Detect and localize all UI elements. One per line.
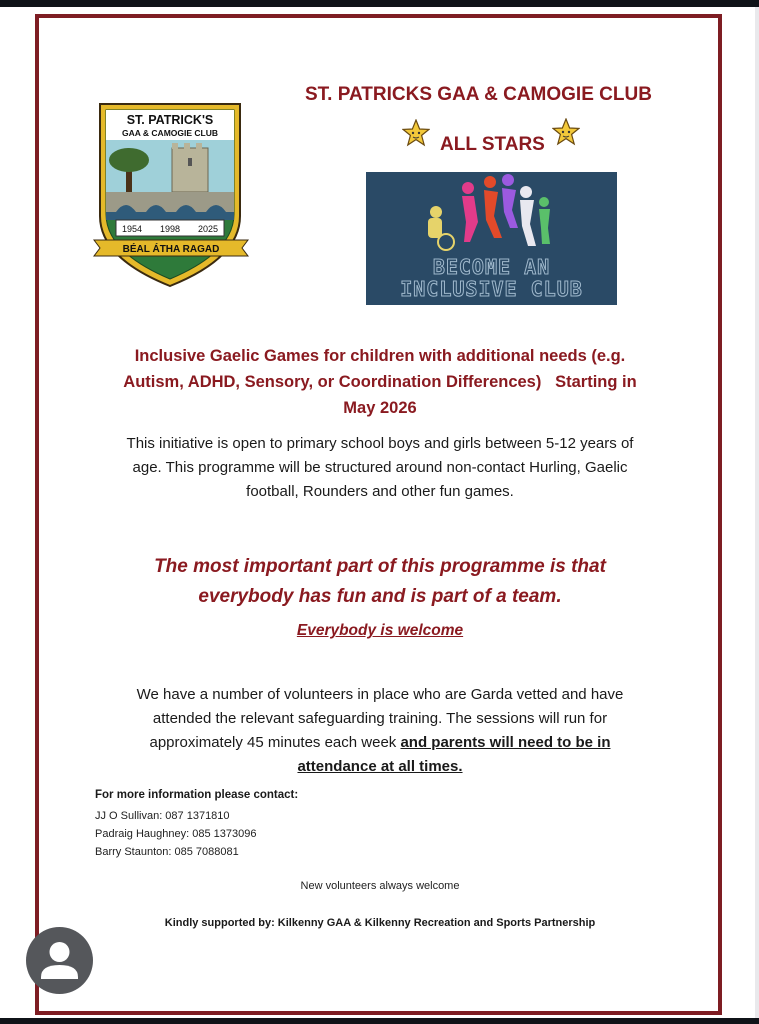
banner-line2: INCLUSIVE CLUB — [400, 277, 583, 301]
crest-name-line1: ST. PATRICK'S — [126, 113, 214, 127]
emphasis-line1: The most important part of this programme is that — [154, 556, 606, 577]
emphasis-statement — [90, 552, 670, 612]
crest-year-3: 2025 — [197, 224, 219, 234]
everybody-welcome: Everybody is welcome — [296, 622, 464, 639]
intro-paragraph — [85, 432, 675, 504]
headline-line1: Inclusive Gaelic Games for children with additional needs (e.g. — [134, 347, 626, 365]
bottom-bar — [0, 1018, 759, 1024]
top-bar — [0, 0, 759, 7]
crest-year-2: 1998 — [159, 224, 181, 234]
person-icon — [26, 927, 93, 994]
volunteers-line3-plain: approximately 45 minutes each week — [149, 734, 401, 751]
right-edge — [755, 7, 759, 1018]
club-crest — [92, 98, 250, 290]
headline — [80, 343, 680, 421]
headline-line2: Autism, ADHD, Sensory, or Coordination Differences) Starting in — [123, 373, 637, 391]
club-title: ST. PATRICKS GAA & CAMOGIE CLUB — [305, 84, 652, 105]
intro-line3: football, Rounders and other fun games. — [246, 483, 514, 500]
contact-item: Padraig Haughney: 085 1373096 — [95, 828, 257, 840]
emphasis-line2: everybody has fun and is part of a team. — [198, 586, 562, 607]
volunteers-line3-bold: and parents will need to be in — [400, 734, 611, 751]
all-stars-title: ALL STARS — [440, 134, 545, 155]
new-volunteers-note: New volunteers always welcome — [300, 880, 460, 892]
volunteers-line4-bold: attendance at all times. — [297, 758, 463, 775]
crest-year-1: 1954 — [121, 224, 143, 234]
banner-line1: BECOME AN — [432, 255, 551, 279]
intro-line2: age. This programme will be structured around non-contact Hurling, Gaelic — [132, 459, 628, 476]
volunteers-paragraph — [85, 683, 675, 779]
figures-graphic — [366, 172, 617, 252]
volunteers-line4 — [85, 755, 675, 779]
headline-line3: May 2026 — [343, 399, 417, 417]
crest-place: BÉAL ÁTHA RAGAD — [122, 244, 220, 255]
star-icon — [552, 118, 580, 146]
contact-item: JJ O Sullivan: 087 1371810 — [95, 810, 230, 822]
contact-item: Barry Staunton: 085 7088081 — [95, 846, 239, 858]
crest-name-line2: GAA & CAMOGIE CLUB — [121, 128, 219, 138]
volunteers-line3 — [85, 731, 675, 755]
volunteers-line2: attended the relevant safeguarding training. The sessions will run for — [152, 710, 608, 727]
volunteers-line1: We have a number of volunteers in place who are Garda vetted and have — [136, 686, 624, 703]
intro-line1: This initiative is open to primary school boys and girls between 5-12 years of — [126, 435, 634, 452]
star-icon — [402, 119, 430, 147]
supported-by: Kindly supported by: Kilkenny GAA & Kilkenny Recreation and Sports Partnership — [164, 917, 596, 929]
inclusive-club-banner — [366, 172, 617, 305]
user-avatar-icon[interactable] — [26, 927, 93, 994]
contact-heading: For more information please contact: — [95, 789, 299, 801]
